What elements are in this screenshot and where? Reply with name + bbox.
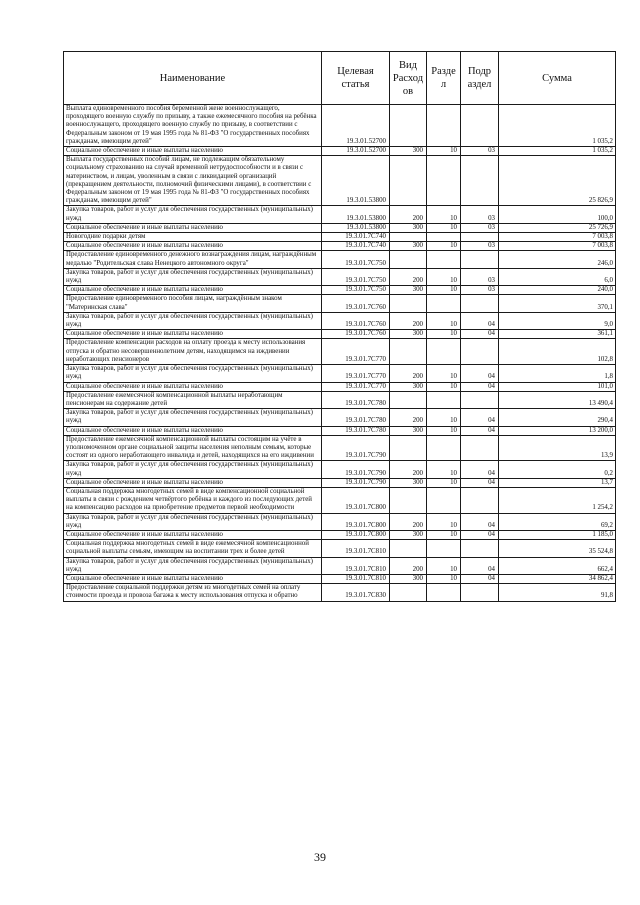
- cell-target-article: 19.3.01.7С780: [322, 391, 390, 408]
- table-row: [64, 530, 616, 539]
- cell-sum: 6,0: [499, 268, 616, 285]
- table-row: [64, 391, 616, 408]
- cell-sum: 662,4: [499, 557, 616, 574]
- cell-target-article: 19.3.01.7С780: [322, 426, 390, 435]
- cell-subsection: 04: [461, 409, 499, 426]
- cell-name: Закупка товаров, работ и услуг для обеспечения государственных (муниципальных) нужд: [64, 268, 322, 285]
- cell-expense-type: [390, 435, 427, 461]
- table-row: [64, 557, 616, 574]
- cell-name: Социальная поддержка многодетных семей в виде ежемесячной компенсационной социальной выплаты семьям, имеющим на воспитании трех и более детей: [64, 540, 322, 557]
- table-row: [64, 584, 616, 601]
- cell-target-article: 19.3.01.7С810: [322, 540, 390, 557]
- cell-section: 10: [427, 530, 461, 539]
- cell-subsection: 03: [461, 147, 499, 156]
- cell-section: [427, 584, 461, 601]
- cell-expense-type: 300: [390, 382, 427, 391]
- cell-section: 10: [427, 365, 461, 382]
- cell-section: [427, 487, 461, 513]
- cell-expense-type: 200: [390, 513, 427, 530]
- cell-name: Выплата единовременного пособия беременной жене военнослужащего, проходящего военную службу по призыву, а также ежемесячного пособия на ребёнка военнослужащего, проходящего военную службу по призыву, в соответствии с Федеральным законом от 19 мая 1995 года № 81-ФЗ "О государственных пособиях гражданам, имеющим детей": [64, 105, 322, 147]
- cell-section: 10: [427, 223, 461, 232]
- table-row: [64, 365, 616, 382]
- cell-target-article: 19.3.01.52700: [322, 105, 390, 147]
- table-row: [64, 426, 616, 435]
- cell-section: 10: [427, 382, 461, 391]
- cell-sum: 1 035,2: [499, 147, 616, 156]
- cell-expense-type: 200: [390, 557, 427, 574]
- table-row: [64, 242, 616, 251]
- cell-target-article: 19.3.01.7С750: [322, 286, 390, 295]
- cell-section: [427, 251, 461, 268]
- cell-target-article: 19.3.01.7С800: [322, 513, 390, 530]
- table-row: [64, 513, 616, 530]
- cell-name: Социальное обеспечение и иные выплаты населению: [64, 147, 322, 156]
- cell-name: Социальное обеспечение и иные выплаты населению: [64, 286, 322, 295]
- cell-sum: 240,0: [499, 286, 616, 295]
- cell-sum: 13 490,4: [499, 391, 616, 408]
- cell-sum: 69,2: [499, 513, 616, 530]
- table-row: [64, 540, 616, 557]
- cell-subsection: 04: [461, 557, 499, 574]
- cell-section: 10: [427, 574, 461, 583]
- table-row: [64, 251, 616, 268]
- cell-subsection: 04: [461, 330, 499, 339]
- cell-subsection: [461, 251, 499, 268]
- cell-subsection: [461, 295, 499, 312]
- cell-target-article: 19.3.01.7С800: [322, 487, 390, 513]
- cell-subsection: [461, 339, 499, 365]
- header-target-article: Целевая статья: [322, 52, 390, 105]
- cell-section: [427, 540, 461, 557]
- cell-target-article: 19.3.01.7С790: [322, 435, 390, 461]
- cell-expense-type: 200: [390, 268, 427, 285]
- cell-section: [427, 156, 461, 206]
- cell-target-article: 19.3.01.7С810: [322, 557, 390, 574]
- budget-table: [63, 51, 616, 602]
- table-row: [64, 382, 616, 391]
- cell-sum: 290,4: [499, 409, 616, 426]
- cell-name: Социальное обеспечение и иные выплаты населению: [64, 223, 322, 232]
- cell-name: Предоставление единовременного денежного вознаграждения лицам, награждённым медалью "Родительская слава Ненецкого автономного округа": [64, 251, 322, 268]
- cell-sum: 25 826,9: [499, 156, 616, 206]
- cell-subsection: 03: [461, 268, 499, 285]
- cell-name: Социальное обеспечение и иные выплаты населению: [64, 330, 322, 339]
- cell-name: Предоставление ежемесячной компенсационной выплаты неработающим пенсионерам на содержание детей: [64, 391, 322, 408]
- cell-name: Предоставление ежемесячной компенсационной выплаты состоящим на учёте в уполномоченном органе социальной защиты населения неполным семьям, которые состоят из одного неработающего инвалида и детей, находящихся на его иждивении: [64, 435, 322, 461]
- cell-section: 10: [427, 242, 461, 251]
- cell-subsection: [461, 156, 499, 206]
- cell-target-article: 19.3.01.7С770: [322, 365, 390, 382]
- cell-section: 10: [427, 426, 461, 435]
- cell-section: [427, 391, 461, 408]
- cell-sum: 34 862,4: [499, 574, 616, 583]
- cell-section: 10: [427, 513, 461, 530]
- cell-expense-type: 300: [390, 286, 427, 295]
- cell-subsection: 04: [461, 365, 499, 382]
- cell-subsection: 03: [461, 206, 499, 223]
- cell-sum: 100,0: [499, 206, 616, 223]
- header-sum: Сумма: [499, 52, 616, 105]
- cell-expense-type: 200: [390, 461, 427, 478]
- cell-section: 10: [427, 206, 461, 223]
- table-row: [64, 409, 616, 426]
- cell-subsection: 04: [461, 312, 499, 329]
- cell-subsection: 04: [461, 513, 499, 530]
- table-row: [64, 478, 616, 487]
- cell-subsection: [461, 435, 499, 461]
- cell-expense-type: 300: [390, 330, 427, 339]
- cell-subsection: 04: [461, 530, 499, 539]
- cell-section: 10: [427, 478, 461, 487]
- table-row: [64, 223, 616, 232]
- cell-target-article: 19.3.01.7С790: [322, 461, 390, 478]
- cell-target-article: 19.3.01.7С760: [322, 312, 390, 329]
- cell-expense-type: 300: [390, 574, 427, 583]
- cell-subsection: 04: [461, 478, 499, 487]
- cell-expense-type: [390, 295, 427, 312]
- cell-name: Социальная поддержка многодетных семей в виде компенсационной социальной выплаты в связи с рождением четвёртого ребёнка и каждого из последующих детей на компенсацию расходов на приобретение предметов первой необходимости: [64, 487, 322, 513]
- cell-subsection: [461, 540, 499, 557]
- table-row: [64, 574, 616, 583]
- cell-subsection: 03: [461, 242, 499, 251]
- header-section: Разде л: [427, 52, 461, 105]
- cell-name: Предоставление социальной поддержки детям из многодетных семей на оплату стоимости проезда и провоза багажа к месту использования отпуска и обратно: [64, 584, 322, 601]
- cell-sum: 246,0: [499, 251, 616, 268]
- cell-target-article: 19.3.01.7С830: [322, 584, 390, 601]
- cell-target-article: 19.3.01.7С760: [322, 330, 390, 339]
- cell-name: Социальное обеспечение и иные выплаты населению: [64, 530, 322, 539]
- cell-name: Социальное обеспечение и иные выплаты населению: [64, 242, 322, 251]
- table-row: [64, 233, 616, 242]
- cell-expense-type: 300: [390, 147, 427, 156]
- cell-name: Закупка товаров, работ и услуг для обеспечения государственных (муниципальных) нужд: [64, 206, 322, 223]
- cell-target-article: 19.3.01.53800: [322, 223, 390, 232]
- cell-section: 10: [427, 330, 461, 339]
- cell-name: Выплата государственных пособий лицам, не подлежащим обязательному социальному страхованию на случай временной нетрудоспособности и в связи с материнством, и лицам, уволенным в связи с ликвидацией организаций (прекращением деятельности, полномочий физическими лицами), в соответствии с Федеральным законом от 19 мая 1995 года № 81-ФЗ "О государственных пособиях гражданам, имеющим детей": [64, 156, 322, 206]
- cell-expense-type: 300: [390, 242, 427, 251]
- cell-expense-type: [390, 391, 427, 408]
- cell-expense-type: 300: [390, 223, 427, 232]
- cell-sum: 91,8: [499, 584, 616, 601]
- cell-name: Социальное обеспечение и иные выплаты населению: [64, 382, 322, 391]
- cell-expense-type: 300: [390, 530, 427, 539]
- cell-section: 10: [427, 557, 461, 574]
- cell-sum: 25 726,9: [499, 223, 616, 232]
- cell-expense-type: [390, 339, 427, 365]
- cell-name: Закупка товаров, работ и услуг для обеспечения государственных (муниципальных) нужд: [64, 312, 322, 329]
- cell-subsection: [461, 105, 499, 147]
- cell-expense-type: [390, 584, 427, 601]
- cell-name: Закупка товаров, работ и услуг для обеспечения государственных (муниципальных) нужд: [64, 409, 322, 426]
- cell-expense-type: 200: [390, 206, 427, 223]
- cell-target-article: 19.3.01.52700: [322, 147, 390, 156]
- cell-target-article: 19.3.01.7С770: [322, 339, 390, 365]
- cell-section: [427, 105, 461, 147]
- cell-name: Предоставление единовременного пособия лицам, награждённым знаком "Материнская слава": [64, 295, 322, 312]
- cell-section: [427, 233, 461, 242]
- cell-name: Закупка товаров, работ и услуг для обеспечения государственных (муниципальных) нужд: [64, 557, 322, 574]
- cell-section: [427, 295, 461, 312]
- cell-expense-type: 300: [390, 426, 427, 435]
- page-number: 39: [314, 850, 326, 864]
- cell-expense-type: [390, 105, 427, 147]
- cell-sum: 9,0: [499, 312, 616, 329]
- cell-expense-type: 200: [390, 312, 427, 329]
- table-row: [64, 206, 616, 223]
- cell-sum: 370,1: [499, 295, 616, 312]
- table-row: [64, 105, 616, 147]
- cell-sum: 102,8: [499, 339, 616, 365]
- cell-section: 10: [427, 147, 461, 156]
- table-row: [64, 312, 616, 329]
- cell-name: Социальное обеспечение и иные выплаты населению: [64, 574, 322, 583]
- cell-expense-type: [390, 233, 427, 242]
- cell-expense-type: 300: [390, 478, 427, 487]
- cell-target-article: 19.3.01.53800: [322, 156, 390, 206]
- cell-name: Закупка товаров, работ и услуг для обеспечения государственных (муниципальных) нужд: [64, 365, 322, 382]
- cell-section: [427, 339, 461, 365]
- cell-subsection: 04: [461, 574, 499, 583]
- cell-section: [427, 435, 461, 461]
- cell-name: Закупка товаров, работ и услуг для обеспечения государственных (муниципальных) нужд: [64, 513, 322, 530]
- cell-section: 10: [427, 312, 461, 329]
- cell-section: 10: [427, 409, 461, 426]
- table-row: [64, 147, 616, 156]
- cell-target-article: 19.3.01.7С800: [322, 530, 390, 539]
- cell-target-article: 19.3.01.7С740: [322, 233, 390, 242]
- cell-name: Социальное обеспечение и иные выплаты населению: [64, 478, 322, 487]
- table-row: [64, 435, 616, 461]
- cell-section: 10: [427, 461, 461, 478]
- cell-expense-type: [390, 156, 427, 206]
- cell-expense-type: 200: [390, 409, 427, 426]
- cell-target-article: 19.3.01.7С810: [322, 574, 390, 583]
- cell-subsection: [461, 233, 499, 242]
- table-row: [64, 487, 616, 513]
- cell-sum: 1 185,0: [499, 530, 616, 539]
- cell-subsection: 03: [461, 223, 499, 232]
- cell-sum: 13,9: [499, 435, 616, 461]
- cell-subsection: 04: [461, 426, 499, 435]
- header-name: Наименование: [64, 52, 322, 105]
- table-row: [64, 268, 616, 285]
- cell-sum: 13 200,0: [499, 426, 616, 435]
- cell-target-article: 19.3.01.7С770: [322, 382, 390, 391]
- cell-subsection: [461, 584, 499, 601]
- cell-subsection: 03: [461, 286, 499, 295]
- cell-target-article: 19.3.01.53800: [322, 206, 390, 223]
- cell-expense-type: [390, 540, 427, 557]
- cell-target-article: 19.3.01.7С780: [322, 409, 390, 426]
- cell-section: 10: [427, 286, 461, 295]
- cell-name: Предоставление компенсации расходов на оплату проезда к месту использования отпуска и обратно несовершеннолетним детям, находящимся на иждивении неработающих пенсионеров: [64, 339, 322, 365]
- cell-name: Закупка товаров, работ и услуг для обеспечения государственных (муниципальных) нужд: [64, 461, 322, 478]
- cell-subsection: [461, 487, 499, 513]
- cell-subsection: 04: [461, 382, 499, 391]
- cell-target-article: 19.3.01.7С790: [322, 478, 390, 487]
- cell-sum: 1,8: [499, 365, 616, 382]
- cell-target-article: 19.3.01.7С750: [322, 251, 390, 268]
- header-subsection: Подр аздел: [461, 52, 499, 105]
- cell-section: 10: [427, 268, 461, 285]
- cell-sum: 0,2: [499, 461, 616, 478]
- cell-sum: 13,7: [499, 478, 616, 487]
- cell-sum: 101,0: [499, 382, 616, 391]
- table-row: [64, 156, 616, 206]
- cell-sum: 7 003,8: [499, 233, 616, 242]
- cell-sum: 361,1: [499, 330, 616, 339]
- cell-sum: 35 524,8: [499, 540, 616, 557]
- table-row: [64, 461, 616, 478]
- cell-target-article: 19.3.01.7С750: [322, 268, 390, 285]
- cell-target-article: 19.3.01.7С760: [322, 295, 390, 312]
- table-row: [64, 286, 616, 295]
- cell-sum: 7 003,8: [499, 242, 616, 251]
- table-row: [64, 295, 616, 312]
- cell-subsection: [461, 391, 499, 408]
- header-expense-type: Вид Расход ов: [390, 52, 427, 105]
- cell-sum: 1 035,2: [499, 105, 616, 147]
- cell-expense-type: [390, 251, 427, 268]
- table-header: [64, 52, 616, 105]
- cell-subsection: 04: [461, 461, 499, 478]
- cell-name: Новогодние подарки детям: [64, 233, 322, 242]
- cell-sum: 1 254,2: [499, 487, 616, 513]
- table-row: [64, 330, 616, 339]
- table-row: [64, 339, 616, 365]
- cell-target-article: 19.3.01.7С740: [322, 242, 390, 251]
- cell-expense-type: 200: [390, 365, 427, 382]
- cell-name: Социальное обеспечение и иные выплаты населению: [64, 426, 322, 435]
- cell-expense-type: [390, 487, 427, 513]
